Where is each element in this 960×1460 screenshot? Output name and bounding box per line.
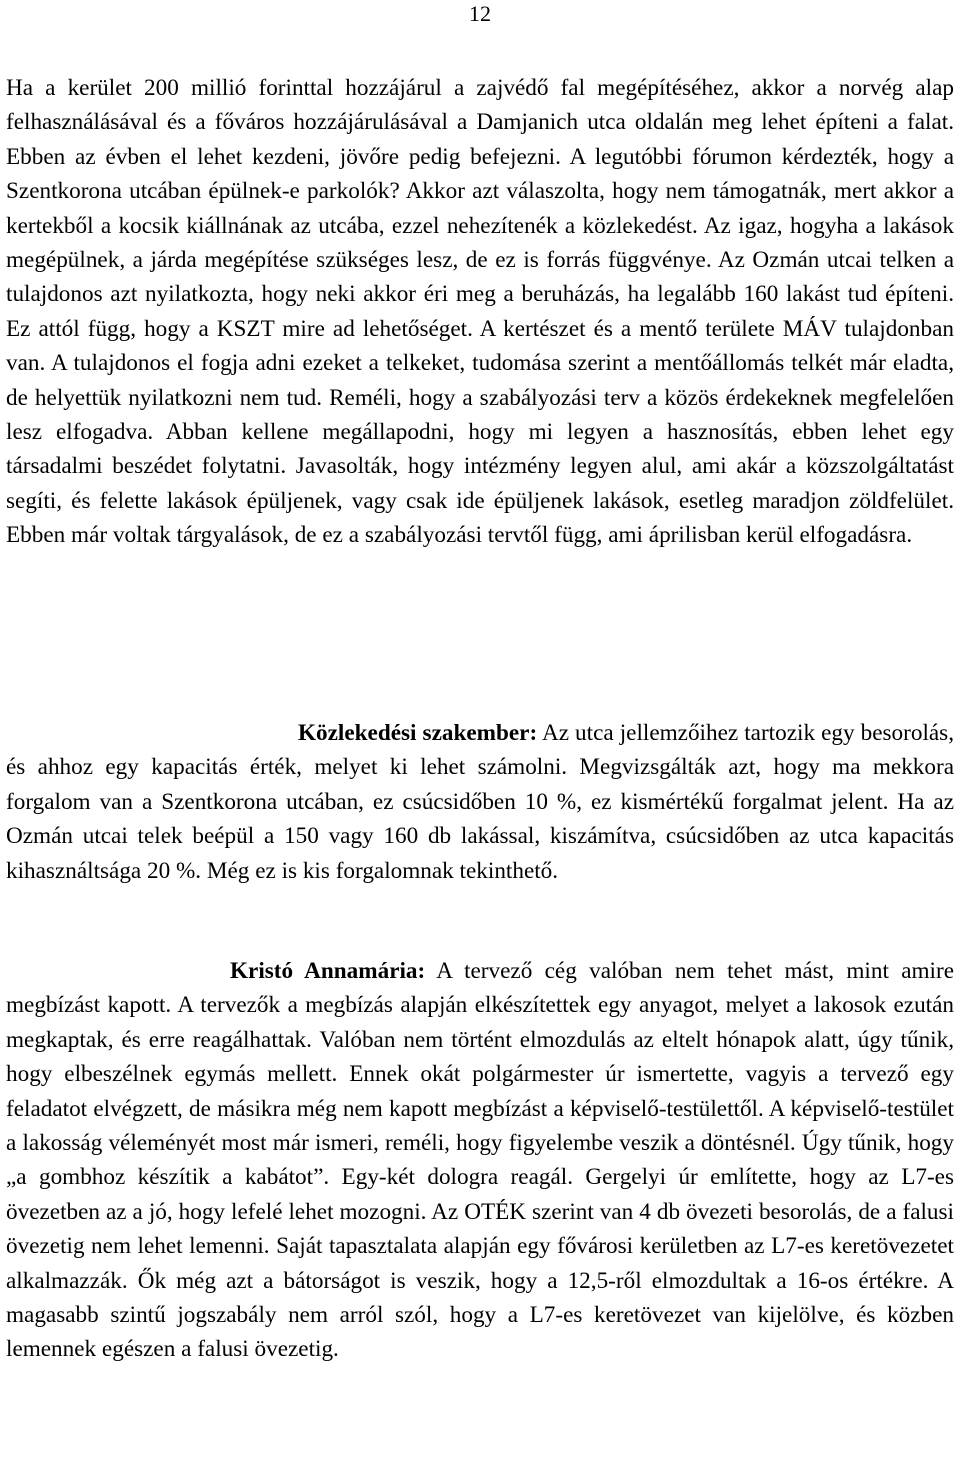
paragraph-text: Az utca jellemzőihez tartozik egy besorolás, és ahhoz egy kapacitás érték, melyet ki lehet számolni. Megvizsgálták azt, hogy ma mekkora forgalom van a Szentkorona utcában, ez csúcsidőben 10 %, ez kismértékű forgalmat jelent. Ha az Ozmán utcai telek beépül a 150 vagy 160 db lakással, kiszámítva, csúcsidőben az utca kapacitás kihasználtsága 20 %. Még ez is kis forgalomnak tekinthető.: [6, 720, 955, 884]
paragraph-text: Ha a kerület 200 millió forinttal hozzájárul a zajvédő fal megépítéséhez, akkor a norvég alap felhasználásával és a főváros hozzájárulásával a Damjanich utca oldalán meg lehet építeni a falat. Ebben az évben el lehet kezdeni, jövőre pedig befejezni. A legutóbbi fórumon kérdezték, hogy a Szentkorona utcában épülnek-e parkolók? Akkor azt válaszolta, hogy nem támogatnák, mert akkor a kertekből a kocsik kiállnának az utcába, ezzel nehezítenék a közlekedést. Az igaz, hogyha a lakások megépülnek, a járda megépítése szükséges lesz, de ez is forrás függvénye. Az Ozmán utcai telken a tulajdonos azt nyilatkozta, hogy neki akkor éri meg a beruházás, ha legalább 160 lakást tud építeni. Ez attól függ, hogy a KSZT mire ad lehetőséget. A kertészet és a mentő területe MÁV tulajdonban van. A tulajdonos el fogja adni ezeket a telkeket, tudomása szerint a mentőállomás telkét már eladta, de helyettük nyilatkozni nem tud. Reméli, hogy a szabályozási terv a közös érdekeknek megfelelően lesz elfogadva. Abban kellene megállapodni, hogy mi legyen a hasznosítás, ebben lehet egy társadalmi beszédet folytatni. Javasolták, hogy intézmény legyen alul, ami akár a közszolgáltatást segíti, és felette lakások épüljenek, vagy csak ide épüljenek lakások, esetleg maradjon zöldfelület. Ebben már voltak tárgyalások, de ez a szabályozási tervtől függ, ami áprilisban kerül elfogadásra.: [6, 75, 954, 549]
page-number: 12: [469, 1, 491, 26]
paragraph-kristo-annamaria: [6, 954, 954, 1367]
paragraph-text: A tervező cég valóban nem tehet mást, mint amire megbízást kapott. A tervezők a megbízás alapján elkészítettek egy anyagot, melyet a lakosok ezután megkaptak, és erre reagálhattak. Valóban nem történt elmozdulás az eltelt hónapok alatt, úgy tűnik, hogy elbeszélnek egymás mellett. Ennek okát polgármester úr ismertette, vagyis a tervező egy feladatot elvégzett, de másikra még nem kapott megbízást a képviselő-testülettől. A képviselő-testület a lakosság véleményét most már ismeri, reméli, hogy figyelembe veszik a döntésnél. Úgy tűnik, hogy „a gombhoz készítik a kabátot”. Egy-két dologra reagál. Gergelyi úr említette, hogy az L7-es övezetben az a jó, hogy lefelé lehet mozogni. Az OTÉK szerint van 4 db övezeti besorolás, de a falusi övezetig nem lehet lemenni. Saját tapasztalata alapján egy fővárosi kerületben az L7-es keretövezetet alkalmazzák. Ők még azt a bátorságot is veszik, hogy a 12,5-ről elmozdultak a 16-os értékre. A magasabb szintű jogszabály nem arról szól, hogy a L7-es keretövezet van kijelölve, és közben lemennek egészen a falusi övezetig.: [6, 958, 954, 1363]
paragraph-traffic-expert: [6, 716, 954, 888]
speaker-name: Közlekedési szakember:: [298, 720, 538, 746]
paragraph-intro: [6, 71, 954, 553]
speaker-name: Kristó Annamária:: [230, 958, 426, 984]
